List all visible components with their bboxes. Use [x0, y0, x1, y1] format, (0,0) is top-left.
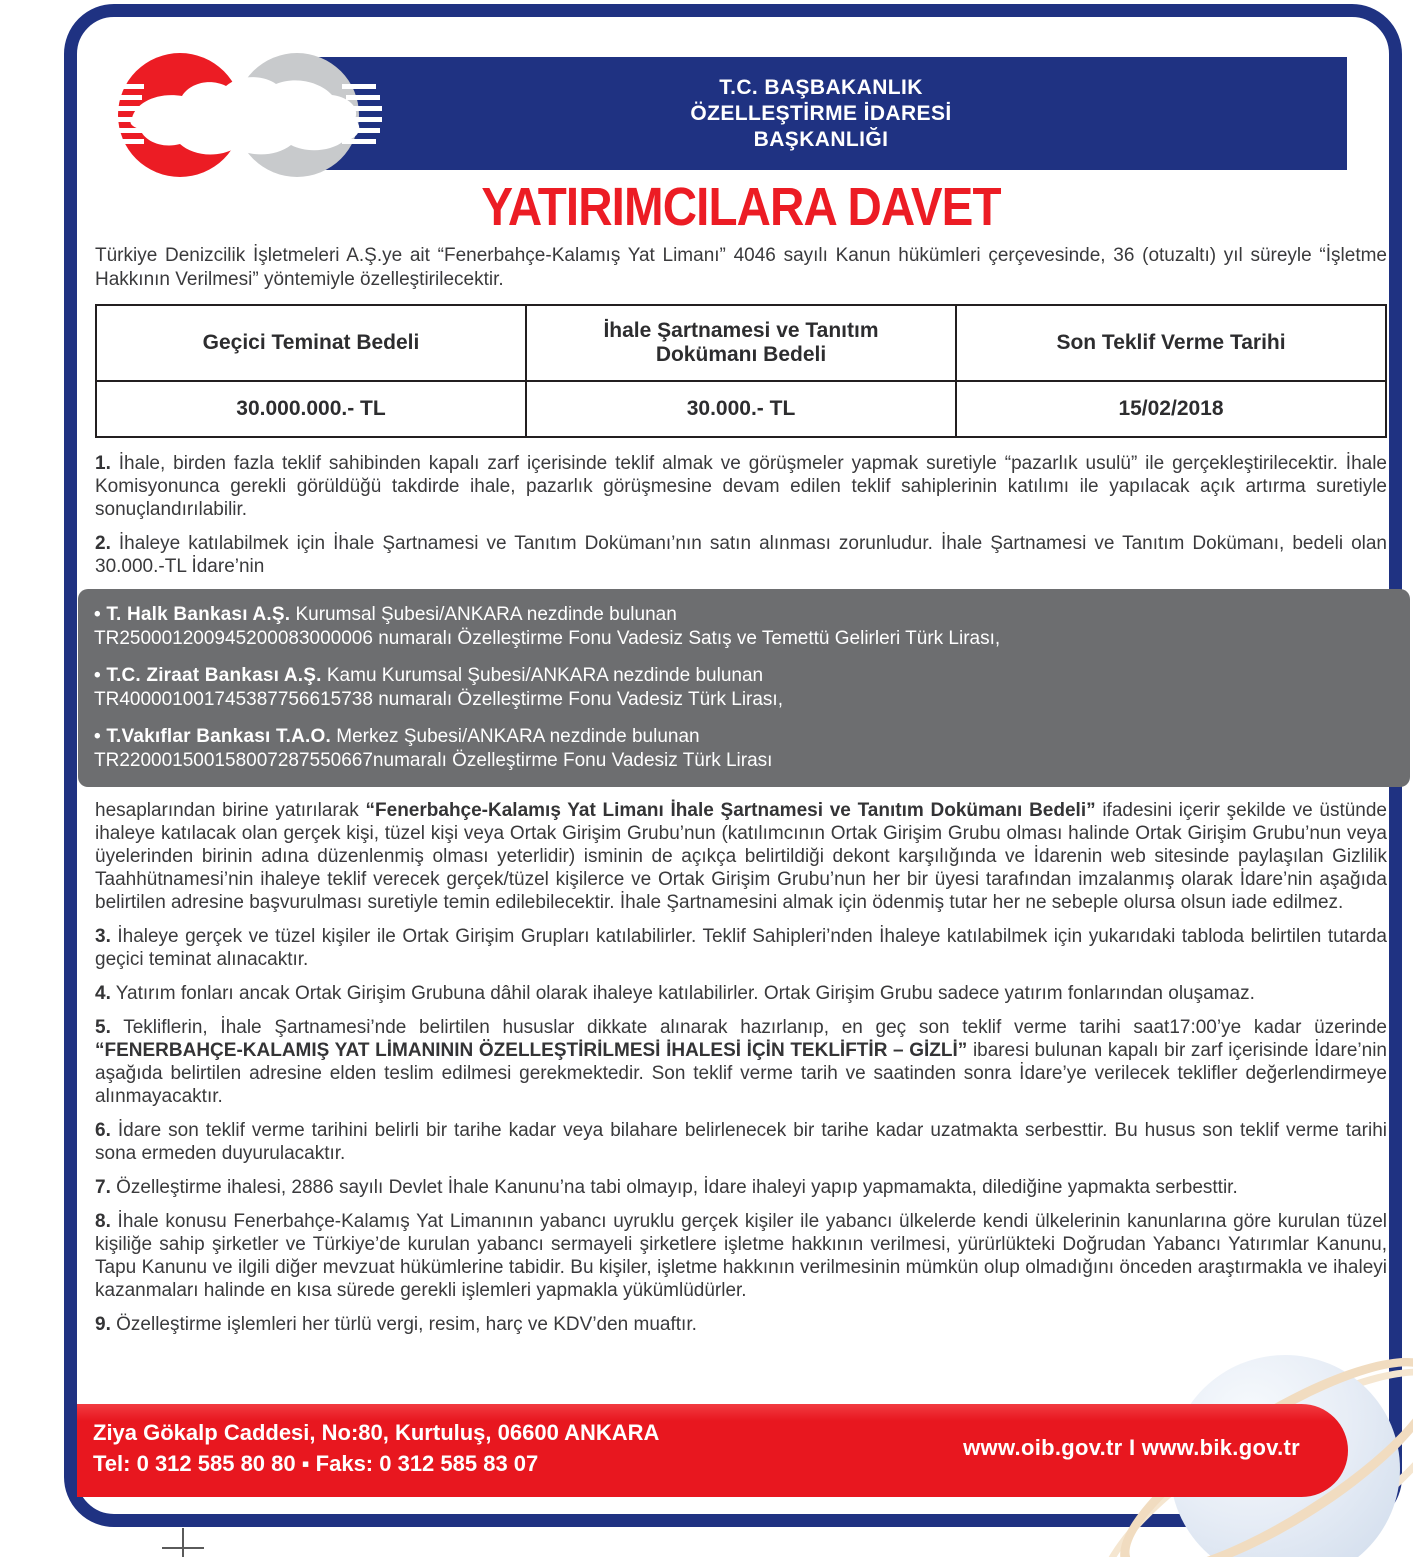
clause-7-text: Özelleştirme ihalesi, 2886 sayılı Devlet İhale Kanunu’na tabi olmayıp, İdare ihaleyi yapıp yapmamakta, dilediğine yapmakta serbesttir. [116, 1177, 1238, 1198]
clause-6-text: İdare son teklif verme tarihini belirli bir tarihe kadar veya bilahare belirlenecek bir tarihe kadar uzatmakta serbesttir. Bu husus son teklif verme tarihi sona ermeden duyurulacaktır. [95, 1120, 1387, 1164]
bank-name: • T. Halk Bankası A.Ş. [94, 604, 291, 625]
footer-address-line: Ziya Gökalp Caddesi, No:80, Kurtuluş, 06600 ANKARA [93, 1420, 660, 1445]
continuation-pre: hesaplarından birine yatırılarak [95, 800, 366, 821]
clause-5-pre: Tekliflerin, İhale Şartnamesi’nde belirtilen hususlar dikkate alınarak hazırlanıp, en geç son teklif verme tarihi saat17:00’ye kadar üzerinde [123, 1017, 1387, 1038]
intro-paragraph: Türkiye Denizcilik İşletmeleri A.Ş.ye ait “Fenerbahçe-Kalamış Yat Limanı” 4046 sayılı Kanun hükümleri çerçevesinde, 36 (otuzaltı) yıl süreyle “İşletme Hakkının Verilmesi” yöntemiyle özelleştirilecektir. [95, 245, 1387, 290]
clause-9-text: Özelleştirme işlemleri her türlü vergi, resim, harç ve KDV’den muaftır. [116, 1314, 697, 1335]
table-header-row [96, 305, 1386, 381]
bank-iban-line: TR400001001745387756615738 numaralı Özelleştirme Fonu Vadesiz Türk Lirası, [94, 689, 783, 710]
crosshair-vertical [182, 1528, 184, 1557]
continuation-bold-phrase: “Fenerbahçe-Kalamış Yat Limanı İhale Şartnamesi ve Tanıtım Dokümanı Bedeli” [365, 800, 1096, 821]
bank-branch: Kurumsal Şubesi/ANKARA nezdinde bulunan [290, 604, 677, 625]
bank-entry-ziraat [94, 664, 1394, 712]
bank-name: • T.C. Ziraat Bankası A.Ş. [94, 665, 322, 686]
bank-iban-line: TR220001500158007287550667numaralı Özelleştirme Fonu Vadesiz Türk Lirası [94, 750, 773, 771]
footer-websites: www.oib.gov.tr I www.bik.gov.tr [963, 1435, 1300, 1460]
continuation-post: ifadesini içerir şekilde ve üstünde ihaleye katılacak olan gerçek kişi, tüzel kişi veya Ortak Girişim Grubu’nun (katılımcının Ortak Girişim Grubu olması halinde Ortak Girişim Grubu’nun veya üyelerinden birinin adına düzenlenmiş olması yeterlidir) isminin de açıkça belirtildiği dekont karşılığında ve İdarenin web sitesinde paylaşılan Gizlilik Taahhütnamesi’nin ihaleye teklif verecek gerçek/tüzel kişilerce ve Ortak Girişim Grubu’nun her bir üyesi tarafından imzalanmış olarak İdare’nin aşağıda belirtilen adresine başvurulması suretiyle temin edilebilecektir. İhale Şartnamesini almak için ödenmiş tutar her ne sebeple olursa olsun iade edilmez. [95, 800, 1387, 913]
bank-entry-halkbank [94, 603, 1394, 651]
clause-5-post: ibaresi bulunan kapalı bir zarf içerisinde İdare’nin aşağıda belirtilen adresine elden teslim edilmesi gerekmektedir. Son teklif verme tarih ve saatinden sonra İdare’ye verilecek teklifler değerlendirmeye alınmayacaktır. [95, 1040, 1387, 1107]
clause-1 [95, 452, 1387, 521]
col-header-document-fee: İhale Şartnamesi ve Tanıtım Dokümanı Bedeli [526, 305, 956, 381]
footer-contact-bar [77, 1404, 1348, 1497]
bank-iban-line: TR250001200945200083000006 numaralı Özelleştirme Fonu Vadesiz Satış ve Temettü Gelirleri Türk Lirası, [94, 628, 1001, 649]
cell-deadline-value: 15/02/2018 [956, 381, 1386, 437]
clause-2-text: İhaleye katılabilmek için İhale Şartnamesi ve Tanıtım Dokümanı’nın satın alınması zorunludur. İhale Şartnamesi ve Tanıtım Dokümanı, bedeli olan 30.000.-TL İdare’nin [95, 533, 1387, 577]
clause-8 [95, 1210, 1387, 1302]
footer-address-block [93, 1417, 659, 1479]
clause-4-text: Yatırım fonları ancak Ortak Girişim Grubuna dâhil olarak ihaleye katılabilirler. Ortak Girişim Grubu sadece yatırım fonlarından oluşamaz. [115, 983, 1255, 1004]
clause-4-number: 4. [95, 983, 111, 1004]
clause-6 [95, 1119, 1387, 1165]
table-value-row [96, 381, 1386, 437]
clause-3 [95, 925, 1387, 971]
clause-3-number: 3. [95, 926, 111, 947]
org-line-1: T.C. BAŞBAKANLIK [719, 75, 923, 99]
clause-7-number: 7. [95, 1177, 111, 1198]
clause-4 [95, 982, 1387, 1005]
col-header-deadline: Son Teklif Verme Tarihi [956, 305, 1386, 381]
clause-9 [95, 1313, 1387, 1336]
clause-2-continuation [95, 799, 1387, 914]
oib-logo-icon [92, 48, 394, 186]
col-header-deposit: Geçici Teminat Bedeli [96, 305, 526, 381]
clause-2-number: 2. [95, 533, 111, 554]
clause-9-number: 9. [95, 1314, 111, 1335]
clause-5-number: 5. [95, 1017, 111, 1038]
org-line-3: BAŞKANLIĞI [753, 127, 889, 151]
cell-deposit-value: 30.000.000.- TL [96, 381, 526, 437]
bank-entry-vakifbank [94, 725, 1394, 773]
footer-phone-line: Tel: 0 312 585 80 80 ▪ Faks: 0 312 585 83 07 [93, 1451, 539, 1476]
registration-crosshair-mark [162, 1528, 204, 1557]
org-header-bar [295, 57, 1347, 170]
clause-5-bold-phrase: “FENERBAHÇE-KALAMIŞ YAT LİMANININ ÖZELLEŞTİRİLMESİ İHALESİ İÇİN TEKLİFTİR – GİZLİ” [95, 1040, 968, 1061]
tender-summary-table [95, 304, 1387, 438]
clause-8-text: İhale konusu Fenerbahçe-Kalamış Yat Limanının yabancı uyruklu gerçek kişiler ile yabancı ülkelerde kendi ülkelerinin kanunlarına göre kurulan tüzel kişiliğe sahip şirketler ve Türkiye’de kurulan yabancı sermayeli şirketlere işletme hakkının verilmesi, yürürlükteki Doğrudan Yabancı Yatırımlar Kanunu, Tapu Kanunu ve ilgili diğer mevzuat hükümlerine tabidir. Bu kişiler, işletme hakkının verilmesinin mümkün olup olmadığını önceden araştırmakla ve ihaleyi kazanmaları halinde en kısa sürede gerekli işlemleri yapmakla yükümlüdürler. [95, 1211, 1387, 1301]
clause-7 [95, 1176, 1387, 1199]
clause-1-text: İhale, birden fazla teklif sahibinden kapalı zarf içerisinde teklif almak ve görüşmeler yapmak suretiyle “pazarlık usulü” ile gerçekleştirilecektir. İhale Komisyonunca gerekli görüldüğü takdirde ihale, pazarlık görüşmesine devam edilen teklif sahiplerinin katılımı ile yapılacak açık artırma suretiyle sonuçlandırılabilir. [95, 453, 1388, 520]
notice-body [95, 176, 1387, 1347]
org-line-2: ÖZELLEŞTİRME İDARESİ [690, 101, 952, 125]
bank-branch: Merkez Şubesi/ANKARA nezdinde bulunan [330, 726, 700, 747]
notice-title-text: YATIRIMCILARA DAVET [481, 177, 1001, 237]
clause-2 [95, 532, 1387, 578]
bank-accounts-box [78, 589, 1410, 787]
cell-document-fee-value: 30.000.- TL [526, 381, 956, 437]
bank-branch: Kamu Kurumsal Şubesi/ANKARA nezdinde bulunan [321, 665, 764, 686]
clause-3-text: İhaleye gerçek ve tüzel kişiler ile Ortak Girişim Grupları katılabilirler. Teklif Sahipleri’nden İhaleye katılabilmek için yukarıdaki tabloda belirtilen tutarda geçici teminat alınacaktır. [95, 926, 1387, 970]
clause-8-number: 8. [95, 1211, 111, 1232]
clause-1-number: 1. [95, 453, 111, 474]
bank-name: • T.Vakıflar Bankası T.A.O. [94, 726, 331, 747]
clause-6-number: 6. [95, 1120, 111, 1141]
clause-5 [95, 1016, 1387, 1108]
